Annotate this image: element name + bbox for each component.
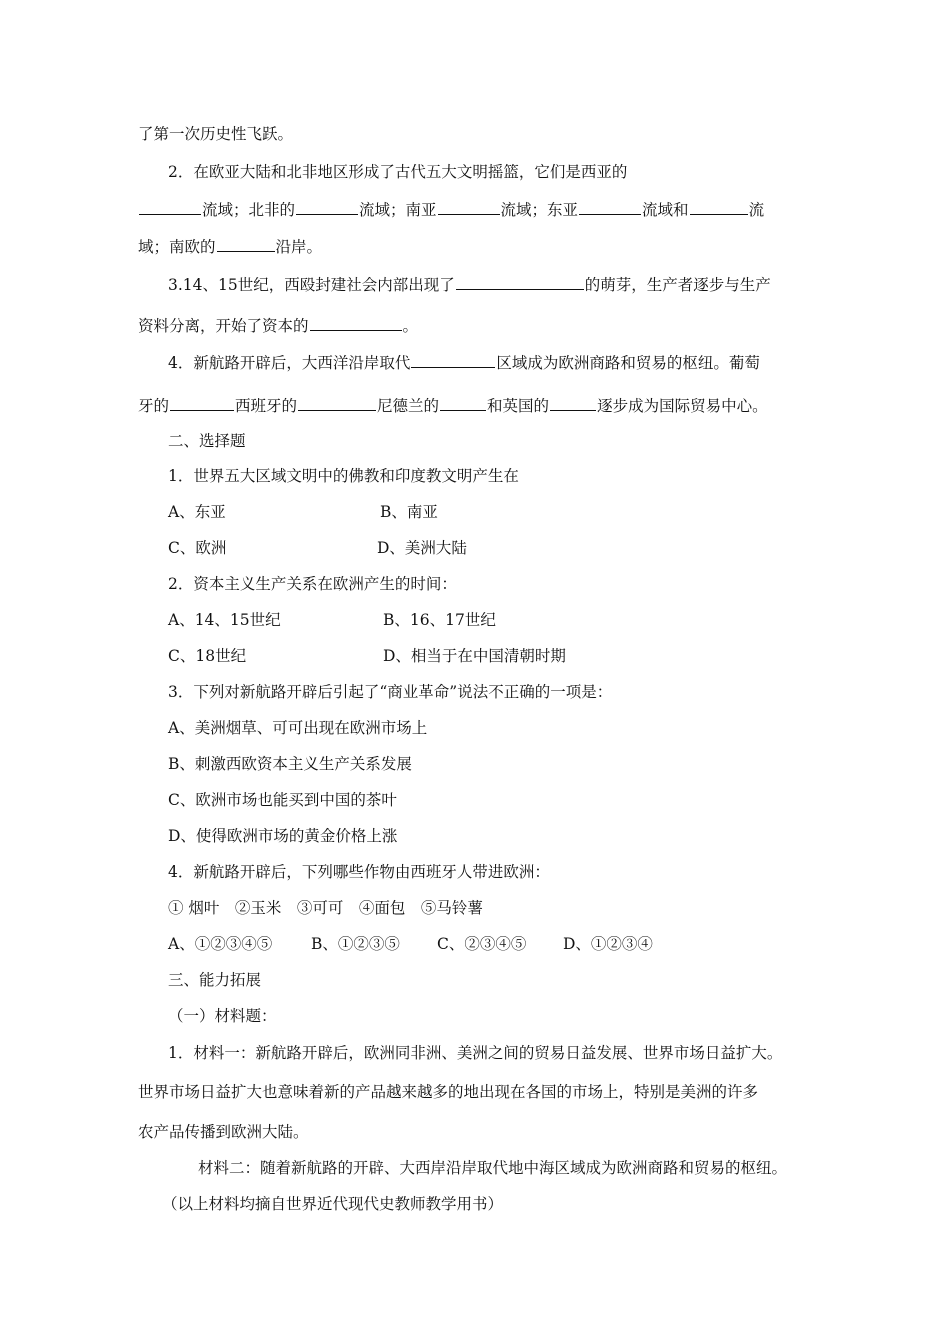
text: 流域和 (642, 201, 689, 219)
text: 流 (748, 201, 765, 219)
question-fill-4 (168, 352, 760, 373)
material-paragraph (138, 1122, 309, 1142)
text: （以上材料均摘自世界近代现代史教师教学用书） (162, 1195, 504, 1213)
question-fill-3-line2 (138, 315, 418, 336)
question-fill-2 (168, 162, 627, 182)
option-d[interactable]: D、①②③④ (563, 935, 653, 953)
text: 1．材料一：新航路开辟后，欧洲同非洲、美洲之间的贸易日益发展、世界市场日益扩大。 (168, 1044, 783, 1062)
question-choice-2 (168, 574, 457, 594)
text: 3．下列对新航路开辟后引起了“商业革命”说法不正确的一项是： (168, 683, 613, 701)
answer-blank[interactable] (690, 199, 748, 215)
question-choice-1 (168, 466, 519, 486)
answer-blank[interactable] (579, 199, 641, 215)
material-paragraph (198, 1158, 787, 1178)
text: 流域；北非的 (202, 201, 296, 219)
text: 牙的 (138, 397, 170, 415)
source-note (162, 1194, 503, 1214)
answer-blank[interactable] (456, 274, 584, 290)
question-choice-4-items (168, 898, 483, 918)
text: 1．世界五大区域文明中的佛教和印度教文明产生在 (168, 467, 519, 485)
answer-blank[interactable] (440, 395, 486, 411)
answer-blank[interactable] (296, 199, 358, 215)
answer-blank[interactable] (170, 395, 234, 411)
text: 3.14、15世纪，西殴封建社会内部出现了 (168, 276, 455, 294)
text: 逐步成为国际贸易中心。 (597, 397, 768, 415)
text: 沿岸。 (275, 238, 323, 256)
question-choice-3 (168, 682, 612, 702)
option-c[interactable]: C、欧洲市场也能买到中国的茶叶 (168, 791, 397, 809)
option-c[interactable]: C、18世纪 (168, 647, 247, 665)
material-paragraph (168, 1043, 782, 1063)
question-fill-4-line2 (138, 395, 768, 416)
option-b[interactable]: B、刺激西欧资本主义生产关系发展 (168, 755, 412, 773)
option-c[interactable]: C、②③④⑤ (437, 935, 527, 953)
section-heading-ability (168, 970, 261, 990)
option-a[interactable]: A、东亚 (168, 503, 226, 521)
text: 流域；南亚 (359, 201, 437, 219)
answer-blank[interactable] (310, 315, 402, 331)
option-a[interactable]: A、美洲烟草、可可出现在欧洲市场上 (168, 719, 428, 737)
subsection-heading (168, 1006, 277, 1026)
section-heading-choice (168, 431, 246, 451)
option-d[interactable]: D、美洲大陆 (377, 539, 467, 557)
text: 流域；东亚 (500, 201, 579, 219)
option-b[interactable]: B、16、17世纪 (383, 611, 496, 629)
answer-blank[interactable] (298, 395, 376, 411)
answer-blank[interactable] (411, 352, 495, 368)
question-fill-3 (168, 274, 771, 295)
question-fill-2-line3 (138, 236, 322, 257)
text: 材料二：随着新航路的开辟、大西岸沿岸取代地中海区域成为欧洲商路和贸易的枢纽。 (198, 1159, 788, 1177)
text: 世界市场日益扩大也意味着新的产品越来越多的地出现在各国的市场上，特别是美洲的许多 (138, 1083, 759, 1101)
option-b[interactable]: B、①②③⑤ (311, 935, 400, 953)
option-c[interactable]: C、欧洲 (168, 539, 227, 557)
text: 了第一次历史性飞跃。 (138, 125, 294, 143)
text: 三、能力拓展 (168, 971, 262, 989)
text-line (138, 124, 293, 144)
text: 二、选择题 (168, 432, 246, 450)
option-a[interactable]: A、①②③④⑤ (168, 935, 273, 953)
question-choice-4 (168, 862, 550, 882)
text: 域；南欧的 (138, 238, 216, 256)
text: （一）材料题： (168, 1007, 277, 1025)
text: 尼德兰的 (377, 397, 440, 415)
text: 4．新航路开辟后，大西洋沿岸取代 (168, 354, 411, 372)
text: 区域成为欧洲商路和贸易的枢纽。葡萄 (496, 354, 760, 372)
option-a[interactable]: A、14、15世纪 (168, 611, 281, 629)
option-b[interactable]: B、南亚 (380, 503, 438, 521)
text: 2．资本主义生产关系在欧洲产生的时间： (168, 575, 457, 593)
answer-blank[interactable] (217, 236, 275, 252)
answer-blank[interactable] (139, 199, 201, 215)
material-paragraph (138, 1082, 758, 1102)
option-d[interactable]: D、使得欧洲市场的黄金价格上涨 (168, 827, 398, 845)
text: 。 (402, 317, 419, 335)
text: 农产品传播到欧洲大陆。 (138, 1123, 309, 1141)
text: 西班牙的 (235, 397, 298, 415)
text: 资料分离，开始了资本的 (138, 317, 309, 335)
text: 4．新航路开辟后，下列哪些作物由西班牙人带进欧洲： (168, 863, 550, 881)
text: 2．在欧亚大陆和北非地区形成了古代五大文明摇篮，它们是西亚的 (168, 163, 628, 181)
option-d[interactable]: D、相当于在中国清朝时期 (383, 647, 566, 665)
answer-blank[interactable] (550, 395, 596, 411)
answer-blank[interactable] (438, 199, 500, 215)
text: 和英国的 (487, 397, 550, 415)
text: 的萌芽，生产者逐步与生产 (584, 276, 771, 294)
text: ① 烟叶 ②玉米 ③可可 ④面包 ⑤马铃薯 (168, 899, 483, 917)
question-fill-2-line2 (138, 199, 764, 220)
